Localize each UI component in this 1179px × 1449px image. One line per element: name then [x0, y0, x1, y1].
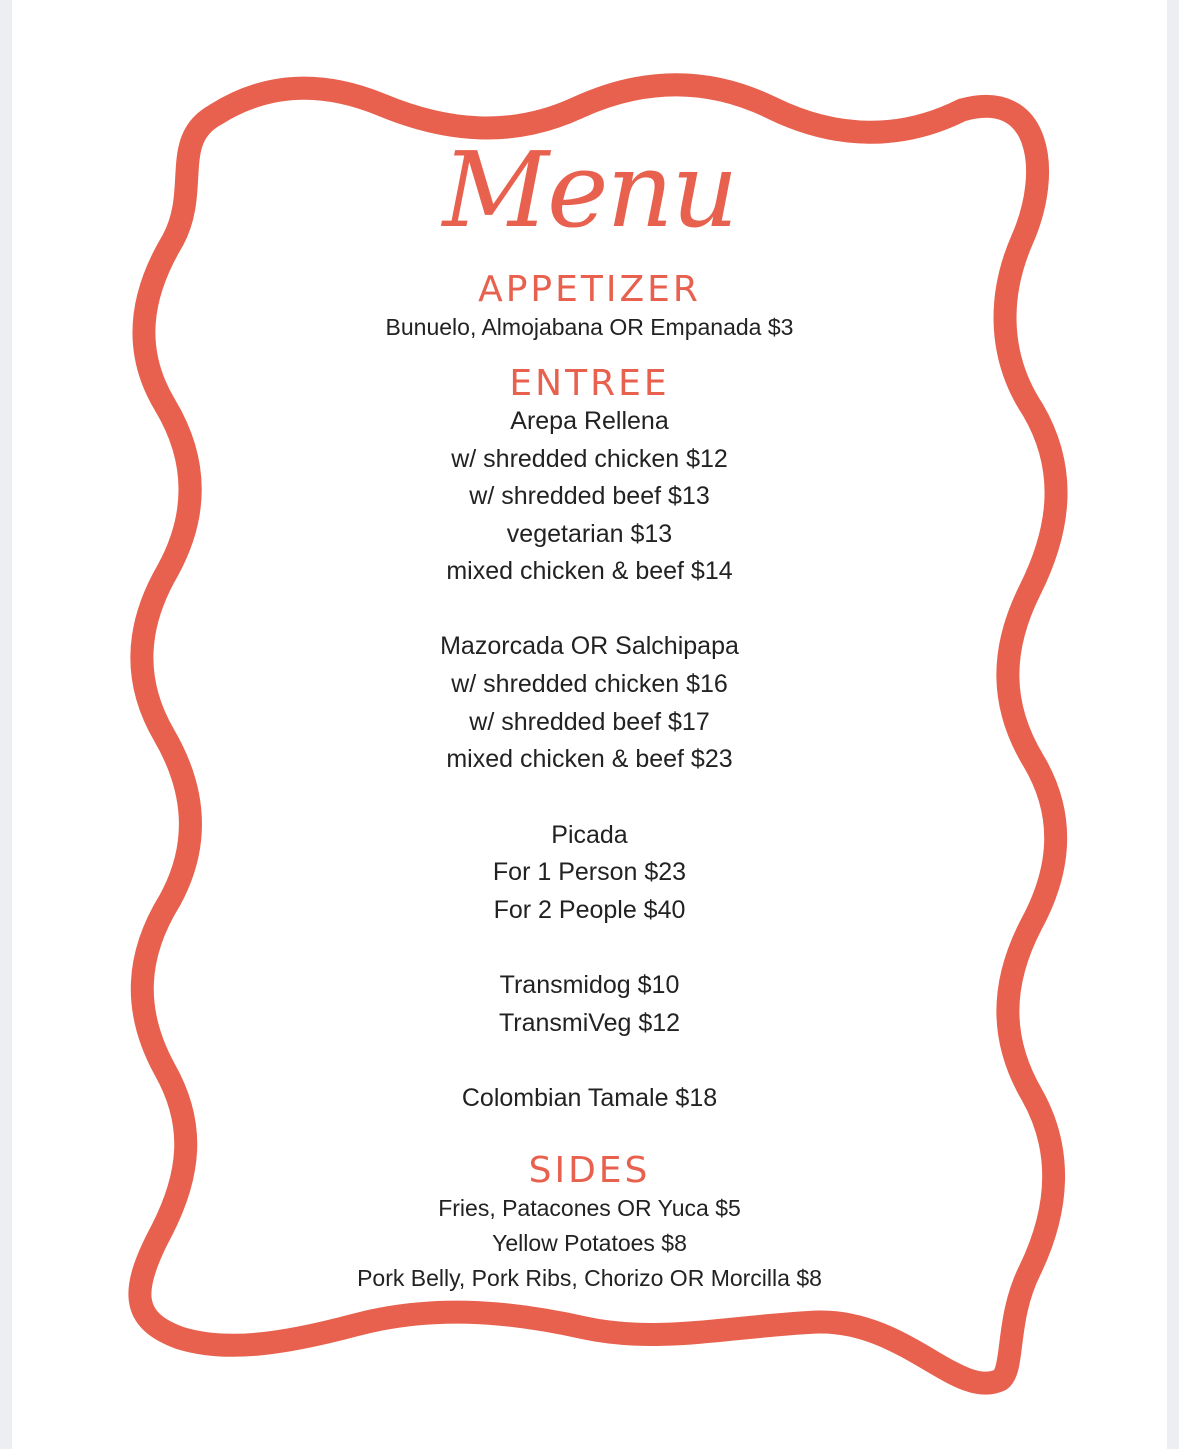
entree-item: TransmiVeg $12 — [498, 1009, 681, 1037]
entree-item: Colombian Tamale $18 — [461, 1084, 718, 1112]
entree-item: Picada — [551, 821, 628, 849]
entree-item: w/ shredded beef $13 — [469, 482, 710, 510]
entree-item: w/ shredded chicken $16 — [451, 670, 728, 698]
sides-item: Fries, Patacones OR Yuca $5 — [438, 1195, 741, 1221]
sides-item: Pork Belly, Pork Ribs, Chorizo OR Morcilla $8 — [357, 1265, 822, 1291]
appetizer-item: Bunuelo, Almojabana OR Empanada $3 — [385, 314, 794, 340]
entree-heading: ENTREE — [509, 363, 670, 404]
entree-item: For 1 Person $23 — [492, 858, 687, 886]
entree-item: Arepa Rellena — [510, 407, 669, 435]
sides-item: Yellow Potatoes $8 — [492, 1230, 687, 1256]
entree-item: Transmidog $10 — [499, 971, 680, 999]
menu-title: Menu — [442, 129, 737, 251]
entree-item: w/ shredded beef $17 — [469, 708, 710, 736]
entree-item: mixed chicken & beef $23 — [446, 745, 733, 773]
entree-item: w/ shredded chicken $12 — [451, 445, 728, 473]
sides-heading: SIDES — [528, 1150, 651, 1191]
entree-item: vegetarian $13 — [506, 520, 673, 548]
appetizer-heading: APPETIZER — [478, 269, 701, 310]
entree-item: For 2 People $40 — [493, 896, 686, 924]
entree-item: mixed chicken & beef $14 — [446, 557, 733, 585]
entree-item: Mazorcada OR Salchipapa — [440, 632, 739, 660]
